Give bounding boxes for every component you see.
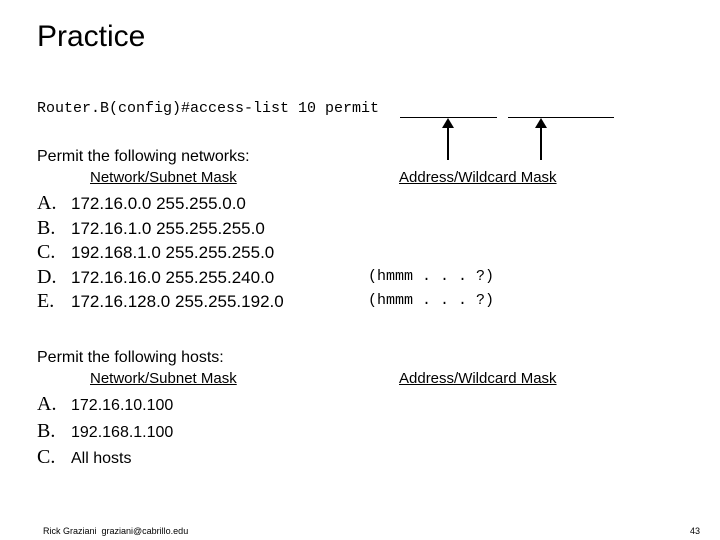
hosts-col-left: Network/Subnet Mask — [90, 370, 237, 387]
item-text: All hosts — [71, 450, 132, 467]
list-item — [37, 445, 131, 469]
item-letter: A. — [37, 393, 57, 415]
list-item — [37, 392, 173, 416]
slide-title: Practice — [37, 20, 146, 53]
item-text: 172.16.16.0 255.255.240.0 — [71, 267, 275, 287]
networks-heading: Permit the following networks: — [37, 148, 250, 165]
footer-author: Rick Graziani graziani@cabrillo.edu — [43, 526, 189, 536]
networks-col-left: Network/Subnet Mask — [90, 169, 237, 186]
item-text: 172.16.0.0 255.255.0.0 — [71, 194, 246, 213]
item-note: (hmmm . . . ?) — [368, 267, 495, 285]
list-item — [37, 419, 173, 443]
hosts-heading: Permit the following hosts: — [37, 349, 224, 366]
list-item — [37, 191, 246, 215]
item-letter: B. — [37, 419, 56, 442]
item-text: 172.16.1.0 255.255.255.0 — [71, 218, 265, 238]
item-note: (hmmm . . . ?) — [368, 292, 495, 309]
item-letter: A. — [37, 192, 57, 214]
list-item — [37, 240, 274, 264]
address-blank — [400, 117, 497, 118]
item-text: 172.16.10.100 — [71, 397, 174, 414]
item-text: 192.168.1.0 255.255.255.0 — [71, 243, 275, 262]
list-item — [37, 289, 284, 313]
item-text: 192.168.1.100 — [71, 423, 174, 441]
item-letter: D. — [37, 265, 57, 288]
page-number: 43 — [690, 526, 701, 536]
networks-col-right: Address/Wildcard Mask — [399, 169, 557, 186]
command-line: Router.B(config)#access-list 10 permit — [37, 100, 380, 117]
hosts-col-right: Address/Wildcard Mask — [399, 370, 557, 387]
item-text: 172.16.128.0 255.255.192.0 — [71, 292, 284, 311]
wildcard-blank — [508, 117, 614, 118]
list-item — [37, 265, 274, 289]
item-letter: E. — [37, 290, 55, 312]
list-item — [37, 216, 265, 240]
item-letter: C. — [37, 446, 56, 468]
item-letter: C. — [37, 241, 56, 263]
item-letter: B. — [37, 216, 56, 239]
